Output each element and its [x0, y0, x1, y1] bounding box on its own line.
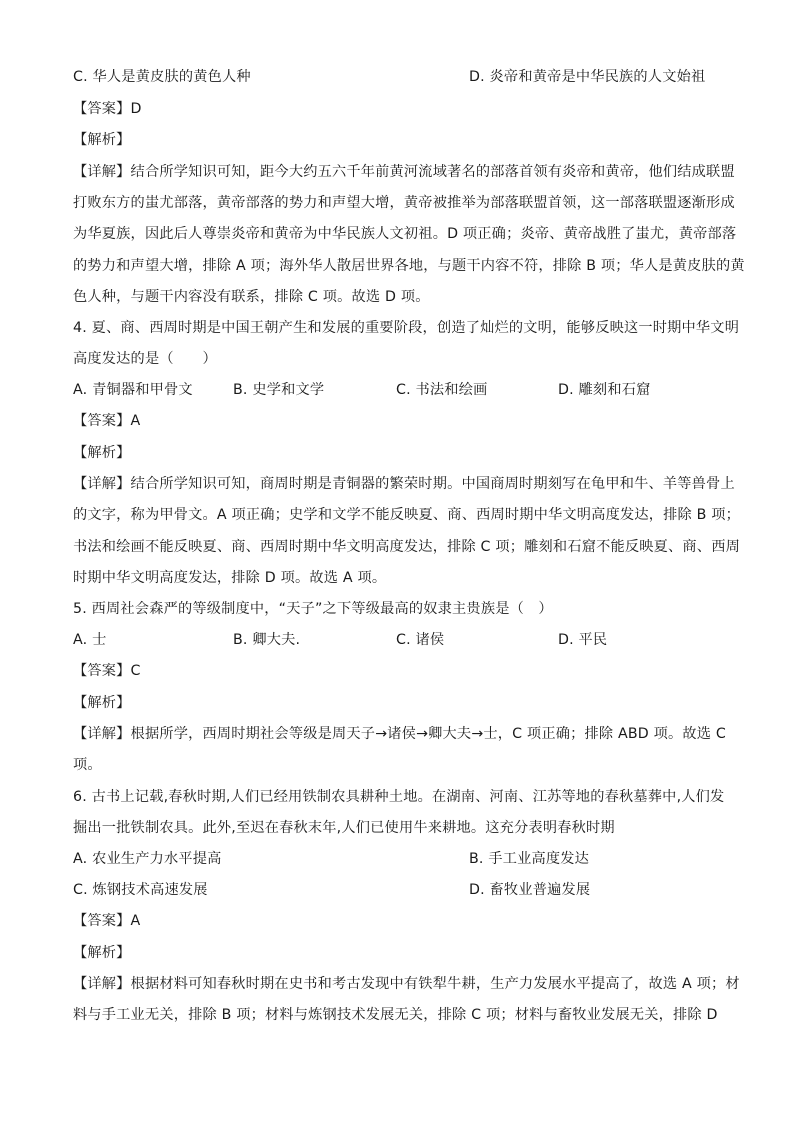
- q4-detail-line: 时期中华文明高度发达，排除 D 项。故选 A 项。: [73, 570, 387, 586]
- q5-stem: 5. 西周社会森严的等级制度中，“天子”之下等级最高的奴隶主贵族是（ ）: [73, 601, 553, 617]
- q4-analysis-label: 【解析】: [73, 445, 131, 461]
- q6-analysis-label: 【解析】: [73, 945, 131, 961]
- q6-option-a: A. 农业生产力水平提高: [73, 851, 222, 867]
- q6-answer: 【答案】A: [73, 913, 141, 929]
- q5-answer: 【答案】C: [73, 663, 141, 679]
- q6-detail-line: 料与手工业无关，排除 B 项；材料与炼钢技术发展无关，排除 C 项；材料与畜牧业发展无关，排除 D: [73, 1007, 718, 1023]
- q3-option-d: D. 炎帝和黄帝是中华民族的人文始祖: [469, 69, 706, 85]
- q6-options-row-cd: [73, 879, 591, 899]
- q5-options-row: [73, 629, 608, 649]
- q4-options-row: [73, 379, 651, 399]
- q3-detail-line: 为华夏族，因此后人尊崇炎帝和黄帝为中华民族人文初祖。D 项正确；炎帝、黄帝战胜了蚩尤，黄帝部落: [73, 226, 737, 242]
- q6-stem-line: 6. 古书上记载,春秋时期,人们已经用铁制农具耕种土地。在湖南、河南、江苏等地的春秋墓葬中,人们发: [73, 789, 725, 805]
- q4-option-c: C. 书法和绘画: [396, 382, 488, 398]
- q4-answer: 【答案】A: [73, 413, 141, 429]
- q6-option-c: C. 炼钢技术高速发展: [73, 882, 208, 898]
- q4-option-a: A. 青铜器和甲骨文: [73, 382, 193, 398]
- q4-option-b: B. 史学和文学: [233, 382, 325, 398]
- q3-detail-line: 色人种，与题干内容没有联系，排除 C 项。故选 D 项。: [73, 289, 430, 305]
- q5-detail-line: 项。: [73, 757, 102, 773]
- q6-option-b: B. 手工业高度发达: [469, 851, 590, 867]
- q5-option-c: C. 诸侯: [396, 632, 445, 648]
- q5-option-a: A. 士: [73, 632, 107, 648]
- q6-detail-line: 【详解】根据材料可知春秋时期在史书和考古发现中有铁犁牛耕，生产力发展水平提高了，故选 A 项；材: [73, 976, 740, 992]
- q6-options-row-ab: [73, 848, 590, 868]
- q3-detail-line: 打败东方的蚩尤部落，黄帝部落的势力和声望大增，黄帝被推举为部落联盟首领，这一部落联盟逐渐形成: [73, 195, 735, 211]
- q4-detail-line: 【详解】结合所学知识可知，商周时期是青铜器的繁荣时期。中国商周时期刻写在龟甲和牛、羊等兽骨上: [73, 476, 735, 492]
- q3-detail-line: 【详解】结合所学知识可知，距今大约五六千年前黄河流域著名的部落首领有炎帝和黄帝，他们结成联盟: [73, 164, 735, 180]
- q4-stem-line: 4. 夏、商、西周时期是中国王朝产生和发展的重要阶段，创造了灿烂的文明，能够反映这一时期中华文明: [73, 320, 740, 336]
- q6-option-d: D. 畜牧业普遍发展: [469, 882, 591, 898]
- q4-option-d: D. 雕刻和石窟: [558, 382, 651, 398]
- q3-analysis-label: 【解析】: [73, 132, 131, 148]
- q3-detail-line: 的势力和声望大增，排除 A 项；海外华人散居世界各地，与题干内容不符，排除 B 项；华人是黄皮肤的黄: [73, 258, 745, 274]
- q5-detail-line: 【详解】根据所学，西周时期社会等级是周天子→诸侯→卿大夫→士，C 项正确；排除 ABD 项。故选 C: [73, 726, 727, 742]
- q3-options-row-cd: [73, 66, 706, 86]
- q4-stem-line: 高度发达的是（ ）: [73, 351, 217, 367]
- q4-detail-line: 书法和绘画不能反映夏、商、西周时期中华文明高度发达，排除 C 项；雕刻和石窟不能反映夏、商、西周: [73, 539, 740, 555]
- q3-answer: 【答案】D: [73, 101, 142, 117]
- q4-detail-line: 的文字，称为甲骨文。A 项正确；史学和文学不能反映夏、商、西周时期中华文明高度发达，排除 B 项；: [73, 507, 741, 523]
- q3-option-c: C. 华人是黄皮肤的黄色人种: [73, 69, 251, 85]
- q5-option-b: B. 卿大夫.: [233, 632, 301, 648]
- q5-option-d: D. 平民: [558, 632, 608, 648]
- q5-analysis-label: 【解析】: [73, 695, 131, 711]
- q6-stem-line: 掘出一批铁制农具。此外,至迟在春秋末年,人们已使用牛来耕地。这充分表明春秋时期: [73, 820, 615, 836]
